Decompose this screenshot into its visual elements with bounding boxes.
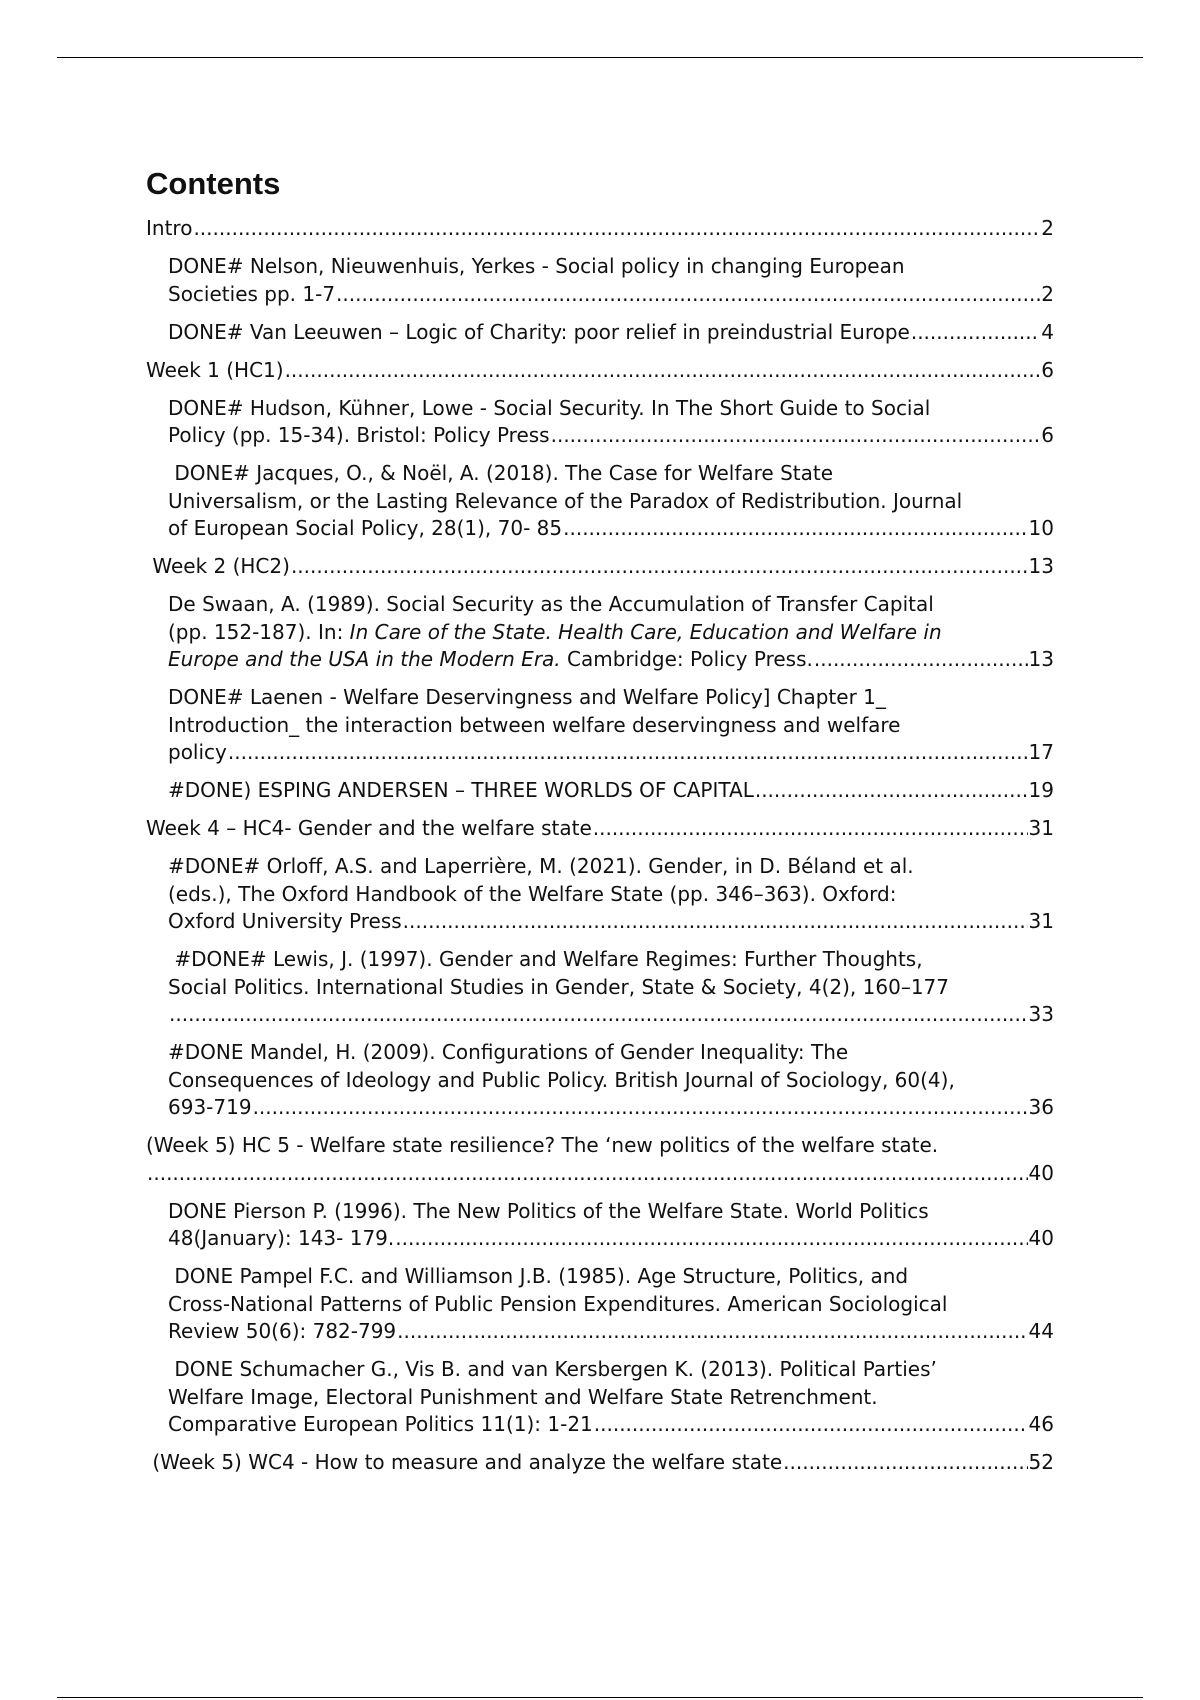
toc-entry-text: 48(January): 143- 179. bbox=[168, 1226, 395, 1250]
dot-leader bbox=[193, 215, 1040, 243]
toc-entry-text: DONE Pierson P. (1996). The New Politics of the Welfare State. World Politics bbox=[168, 1198, 929, 1223]
dot-leader bbox=[563, 515, 1027, 543]
toc-entry-lewis[interactable] bbox=[146, 946, 1054, 1029]
header-rule bbox=[57, 57, 1143, 58]
toc-entry-text: De Swaan, A. (1989). Social Security as the Accumulation of Transfer Capital bbox=[168, 592, 934, 616]
toc-page-number: 46 bbox=[1028, 1412, 1054, 1436]
toc-entry-text: Oxford University Press bbox=[168, 909, 402, 933]
dot-leader bbox=[593, 815, 1028, 843]
toc-entry-text: Policy (pp. 15-34). Bristol: Policy Press bbox=[168, 423, 550, 447]
dot-leader bbox=[395, 1225, 1027, 1253]
toc-page-number: 4 bbox=[1041, 319, 1054, 344]
toc-entry-italic-text: Europe and the USA in the Modern Era. bbox=[168, 647, 561, 671]
dot-leader bbox=[755, 777, 1028, 805]
toc-entry-text: Societies pp. 1-7 bbox=[168, 281, 336, 306]
toc-entry-orloff[interactable] bbox=[146, 853, 1054, 936]
dot-leader bbox=[783, 1449, 1027, 1477]
toc-entry-text: Week 1 (HC1) bbox=[146, 357, 284, 382]
toc-entry-week-5-wc4[interactable] bbox=[146, 1449, 1054, 1477]
toc-page-number: 19 bbox=[1028, 778, 1054, 802]
table-of-contents bbox=[146, 166, 1054, 1487]
toc-entry-text: Review 50(6): 782-799 bbox=[168, 1319, 397, 1343]
toc-entry-text: #DONE) ESPING ANDERSEN – THREE WORLDS OF CAPITAL bbox=[168, 778, 754, 802]
toc-entry-intro[interactable] bbox=[146, 215, 1054, 243]
toc-entry-pampel[interactable] bbox=[146, 1263, 1054, 1346]
dot-leader bbox=[911, 319, 1040, 347]
toc-title: Contents bbox=[146, 166, 281, 201]
toc-page-number: 44 bbox=[1028, 1319, 1054, 1343]
dot-leader bbox=[169, 1001, 1028, 1029]
toc-entry-text: (Week 5) WC4 - How to measure and analyze the welfare state bbox=[146, 1450, 783, 1474]
toc-page-number: 10 bbox=[1028, 516, 1054, 540]
toc-page-number: 13 bbox=[1028, 647, 1054, 671]
toc-entry-text: Cross-National Patterns of Public Pension Expenditures. American Sociological bbox=[168, 1291, 948, 1316]
dot-leader bbox=[291, 553, 1028, 581]
toc-entry-text: #DONE# Orloff, A.S. and Laperrière, M. (2021). Gender, in D. Béland et al. bbox=[168, 854, 914, 878]
toc-entry-de-swaan[interactable] bbox=[146, 591, 1054, 674]
toc-entry-text: Cambridge: Policy Press. bbox=[560, 647, 813, 671]
toc-entry-week-5-hc5[interactable] bbox=[146, 1132, 1054, 1187]
toc-page-number: 52 bbox=[1028, 1450, 1054, 1474]
toc-entry-text: of European Social Policy, 28(1), 70- 85 bbox=[168, 516, 563, 540]
footer-rule bbox=[57, 1697, 1143, 1698]
toc-page-number: 6 bbox=[1041, 357, 1054, 382]
toc-entry-text: Week 4 – HC4- Gender and the welfare state bbox=[146, 816, 592, 840]
toc-entry-week-2[interactable] bbox=[146, 553, 1054, 581]
toc-entry-text: policy bbox=[168, 740, 227, 764]
toc-entry-esping-andersen[interactable] bbox=[146, 777, 1054, 805]
toc-entry-italic-text: In Care of the State. Health Care, Education and Welfare in bbox=[349, 619, 942, 644]
toc-entry-pierson[interactable] bbox=[146, 1198, 1054, 1253]
dot-leader bbox=[403, 908, 1028, 936]
toc-entry-text: Introduction_ the interaction between welfare deservingness and welfare bbox=[168, 712, 901, 737]
dot-leader bbox=[253, 1094, 1028, 1122]
toc-entry-text: DONE# Hudson, Kühner, Lowe - Social Security. In The Short Guide to Social bbox=[168, 395, 931, 420]
toc-entry-text: Intro bbox=[146, 216, 193, 240]
toc-page-number: 2 bbox=[1041, 216, 1054, 240]
dot-leader bbox=[594, 1411, 1028, 1439]
toc-page-number: 13 bbox=[1028, 554, 1054, 578]
toc-entry-text: Comparative European Politics 11(1): 1-21 bbox=[168, 1412, 593, 1436]
toc-page-number: 40 bbox=[1028, 1160, 1054, 1185]
toc-entry-text: (eds.), The Oxford Handbook of the Welfare State (pp. 346–363). Oxford: bbox=[168, 881, 897, 906]
toc-page-number: 40 bbox=[1028, 1226, 1054, 1250]
toc-entry-van-leeuwen[interactable] bbox=[146, 319, 1054, 347]
toc-entry-text: Social Politics. International Studies in Gender, State & Society, 4(2), 160–177 bbox=[168, 974, 949, 999]
toc-page-number: 17 bbox=[1028, 740, 1054, 764]
toc-list bbox=[146, 215, 1054, 1477]
toc-entry-text: DONE# Jacques, O., & Noël, A. (2018). The Case for Welfare State bbox=[168, 461, 834, 485]
toc-entry-text: DONE# Van Leeuwen – Logic of Charity: poor relief in preindustrial Europe bbox=[168, 319, 910, 344]
dot-leader bbox=[814, 646, 1028, 674]
toc-entry-nelson[interactable] bbox=[146, 253, 1054, 308]
toc-page-number: 33 bbox=[1028, 1002, 1054, 1026]
toc-entry-text: #DONE# Lewis, J. (1997). Gender and Welfare Regimes: Further Thoughts, bbox=[168, 947, 923, 971]
toc-entry-week-1[interactable] bbox=[146, 357, 1054, 385]
toc-entry-jacques[interactable] bbox=[146, 460, 1054, 543]
dot-leader bbox=[285, 357, 1041, 385]
toc-entry-mandel[interactable] bbox=[146, 1039, 1054, 1122]
toc-entry-text: DONE Pampel F.C. and Williamson J.B. (1985). Age Structure, Politics, and bbox=[168, 1264, 909, 1288]
toc-entry-laenen[interactable] bbox=[146, 684, 1054, 767]
dot-leader bbox=[147, 1160, 1028, 1188]
toc-entry-text: DONE# Laenen - Welfare Deservingness and Welfare Policy] Chapter 1_ bbox=[168, 685, 886, 709]
dot-leader bbox=[397, 1318, 1027, 1346]
dot-leader bbox=[228, 739, 1028, 767]
toc-entry-text: Consequences of Ideology and Public Policy. British Journal of Sociology, 60(4), bbox=[168, 1067, 955, 1092]
toc-entry-hudson[interactable] bbox=[146, 395, 1054, 450]
toc-page-number: 31 bbox=[1028, 909, 1054, 933]
toc-entry-week-4[interactable] bbox=[146, 815, 1054, 843]
toc-entry-text: Welfare Image, Electoral Punishment and Welfare State Retrenchment. bbox=[168, 1384, 878, 1409]
toc-page-number: 36 bbox=[1028, 1095, 1054, 1119]
toc-entry-text: DONE Schumacher G., Vis B. and van Kersbergen K. (2013). Political Parties’ bbox=[168, 1357, 937, 1381]
toc-entry-text: (pp. 152-187). In: bbox=[168, 619, 350, 644]
toc-entry-text: 693-719 bbox=[168, 1095, 252, 1119]
toc-entry-text: (Week 5) HC 5 - Welfare state resilience? The ‘new politics of the welfare state. bbox=[146, 1133, 939, 1157]
toc-page-number: 31 bbox=[1028, 816, 1054, 840]
toc-entry-text: #DONE Mandel, H. (2009). Configurations of Gender Inequality: The bbox=[168, 1040, 849, 1064]
toc-page-number: 2 bbox=[1041, 281, 1054, 306]
toc-entry-schumacher[interactable] bbox=[146, 1356, 1054, 1439]
dot-leader bbox=[551, 422, 1041, 450]
toc-entry-text: Week 2 (HC2) bbox=[146, 554, 290, 578]
toc-entry-text: DONE# Nelson, Nieuwenhuis, Yerkes - Social policy in changing European bbox=[168, 254, 905, 278]
dot-leader bbox=[336, 281, 1040, 309]
toc-entry-text: Universalism, or the Lasting Relevance of the Paradox of Redistribution. Journal bbox=[168, 488, 963, 513]
toc-page-number: 6 bbox=[1041, 423, 1054, 447]
